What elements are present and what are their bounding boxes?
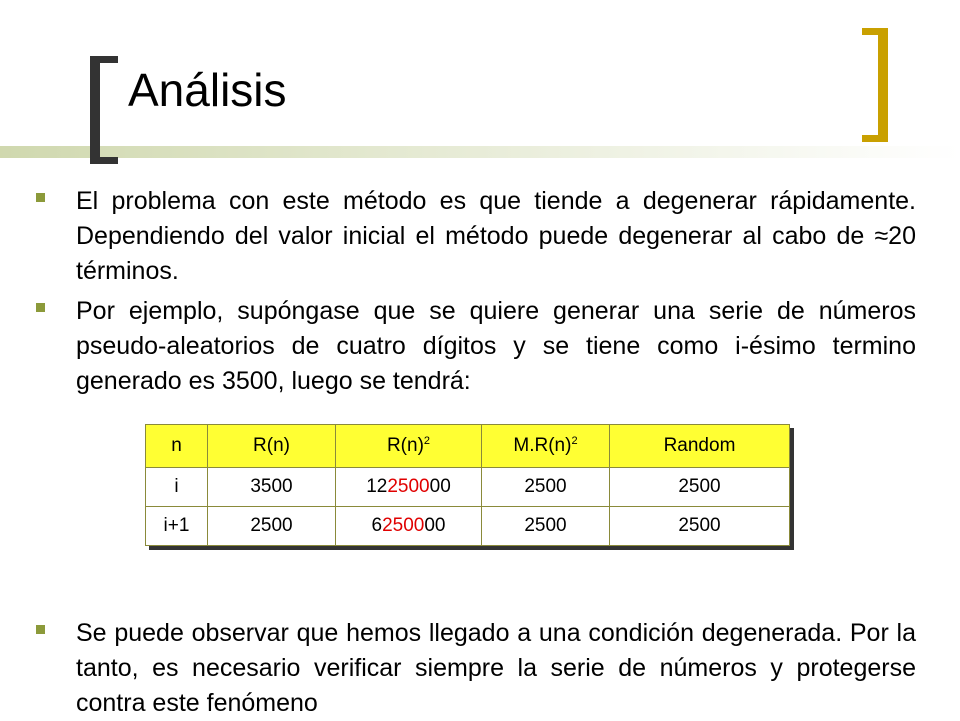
header-middle-rn-squared-exponent: 2 xyxy=(571,435,578,447)
bullet-item-2 xyxy=(36,294,916,399)
square-bullet-icon xyxy=(36,193,45,202)
header-middle-rn-squared-base: M.R(n) xyxy=(513,435,572,456)
header-rn-squared xyxy=(336,425,482,468)
cell-rn-squared-suffix: 00 xyxy=(429,476,451,497)
cell-rn-squared-middle-digits: 2500 xyxy=(387,476,430,497)
cell-random: 2500 xyxy=(610,468,790,507)
pseudo-random-table xyxy=(145,424,790,546)
right-bracket-decoration xyxy=(862,28,888,142)
slide-title: Análisis xyxy=(128,64,287,116)
title-underline-rule xyxy=(0,146,960,158)
table-header-row xyxy=(146,425,790,468)
square-bullet-icon xyxy=(36,303,45,312)
cell-rn-squared xyxy=(336,468,482,507)
header-random: Random xyxy=(610,425,790,468)
cell-n: i+1 xyxy=(146,507,208,546)
bullet-text-2: Por ejemplo, supóngase que se quiere generar una serie de números pseudo-aleatorios de cuatro dígitos y se tiene como i-ésimo termino generado es 3500, luego se tendrá: xyxy=(76,297,916,395)
square-bullet-icon xyxy=(36,625,45,634)
bullet-item-3 xyxy=(36,616,916,721)
header-n: n xyxy=(146,425,208,468)
cell-rn-squared xyxy=(336,507,482,546)
bullet-text-3: Se puede observar que hemos llegado a una condición degenerada. Por la tanto, es necesario verificar siempre la serie de números y protegerse contra este fenómeno xyxy=(76,619,916,717)
left-bracket-decoration xyxy=(90,56,118,164)
header-rn-squared-exponent: 2 xyxy=(423,435,431,447)
table-row xyxy=(146,468,790,507)
header-middle-rn-squared xyxy=(482,425,610,468)
cell-rn-squared-middle-digits: 2500 xyxy=(382,515,425,536)
cell-rn: 3500 xyxy=(208,468,336,507)
cell-random: 2500 xyxy=(610,507,790,546)
cell-middle-rn-squared: 2500 xyxy=(482,507,610,546)
cell-n: i xyxy=(146,468,208,507)
bullet-text-1: El problema con este método es que tiende a degenerar rápidamente. Dependiendo del valor inicial el método puede degenerar al cabo de ≈20 términos. xyxy=(76,187,916,285)
header-rn-squared-base: R(n) xyxy=(386,435,424,456)
cell-rn-squared-prefix: 6 xyxy=(371,515,383,536)
cell-rn-squared-prefix: 12 xyxy=(366,476,388,497)
bullet-item-1 xyxy=(36,184,916,289)
table-row xyxy=(146,507,790,546)
header-rn: R(n) xyxy=(208,425,336,468)
cell-rn: 2500 xyxy=(208,507,336,546)
cell-middle-rn-squared: 2500 xyxy=(482,468,610,507)
cell-rn-squared-suffix: 00 xyxy=(424,515,446,536)
